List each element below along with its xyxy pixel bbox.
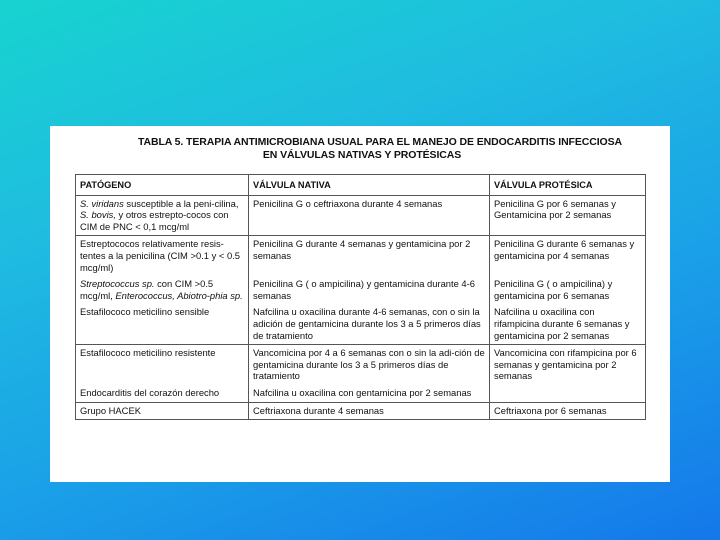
cell-pathogen (76, 345, 249, 385)
cell-native-valve: Vancomicina por 4 a 6 semanas con o sin la adi-ción de gentamicina durante los 3 a 5 primeros días de tratamiento (249, 345, 490, 385)
pathogen-text: Grupo HACEK (80, 404, 141, 416)
cell-native-valve: Nafcilina u oxacilina durante 4-6 semanas, con o sin la adición de gentamicina durante los 3 a 5 primeros días de tratamiento (249, 304, 490, 344)
cell-native-valve: Penicilina G durante 4 semanas y gentamicina por 2 semanas (249, 236, 490, 276)
table-row (76, 345, 646, 385)
table-title-line-1: TABLA 5. TERAPIA ANTIMICROBIANA USUAL PARA EL MANEJO DE ENDOCARDITIS INFECCIOSA (137, 136, 623, 148)
cell-native-valve: Penicilina G ( o ampicilina) y gentamicina durante 4-6 semanas (249, 276, 490, 304)
table-title-line-2: EN VÁLVULAS NATIVAS Y PROTÉSICAS (262, 149, 462, 161)
pathogen-text: y otros estrepto-cocos con CIM de PNC < 0,1 mcg/ml (80, 209, 229, 232)
table-row (76, 195, 646, 236)
cell-prosthetic-valve: Penicilina G por 6 semanas y Gentamicina por 2 semanas (490, 195, 646, 236)
pathogen-text: S. viridans (80, 197, 124, 209)
cell-native-valve: Nafcilina u oxacilina con gentamicina por 2 semanas (249, 385, 490, 402)
pathogen-text: Estafilococo meticilino sensible (80, 306, 210, 318)
table-row (76, 236, 646, 276)
cell-pathogen (76, 304, 249, 344)
cell-pathogen (76, 385, 249, 402)
cell-prosthetic-valve (490, 385, 646, 402)
pathogen-text: Streptococcus sp. (80, 278, 155, 290)
cell-native-valve: Ceftriaxona durante 4 semanas (249, 402, 490, 420)
therapy-table (75, 174, 646, 420)
header-prosthetic-valve: VÁLVULA PROTÉSICA (490, 175, 646, 196)
table-row (76, 385, 646, 402)
cell-prosthetic-valve: Penicilina G durante 6 semanas y gentamicina por 4 semanas (490, 236, 646, 276)
table-row (76, 402, 646, 420)
pathogen-text: susceptible a la peni-cilina, (123, 197, 239, 209)
pathogen-text: con CIM >0.5 mcg/ml, (80, 278, 214, 301)
table-header-row (76, 175, 646, 196)
header-pathogen: PATÓGENO (76, 175, 249, 196)
cell-prosthetic-valve: Vancomicina con rifampicina por 6 semanas y gentamicina por 2 semanas (490, 345, 646, 385)
cell-prosthetic-valve: Penicilina G ( o ampicilina) y gentamicina por 6 semanas (490, 276, 646, 304)
pathogen-text: Estafilococo meticilino resistente (80, 347, 216, 359)
cell-pathogen (76, 195, 249, 236)
table-row (76, 276, 646, 304)
pathogen-text: Enterococcus, Abiotro-phia sp. (115, 289, 243, 301)
table-title (50, 136, 670, 162)
cell-pathogen (76, 402, 249, 420)
table-document (50, 126, 670, 482)
table-row (76, 304, 646, 344)
cell-native-valve: Penicilina G o ceftriaxona durante 4 semanas (249, 195, 490, 236)
cell-prosthetic-valve: Ceftriaxona por 6 semanas (490, 402, 646, 420)
cell-pathogen (76, 236, 249, 276)
pathogen-text: Endocarditis del corazón derecho (80, 386, 220, 398)
header-native-valve: VÁLVULA NATIVA (249, 175, 490, 196)
cell-prosthetic-valve: Nafcilina u oxacilina con rifampicina durante 6 semanas y gentamicina por 2 semanas (490, 304, 646, 344)
cell-pathogen (76, 276, 249, 304)
pathogen-text: Estreptococos relativamente resis-tentes a la penicilina (CIM >0.1 y < 0.5 mcg/ml) (80, 238, 240, 273)
pathogen-text: S. bovis, (80, 209, 116, 221)
